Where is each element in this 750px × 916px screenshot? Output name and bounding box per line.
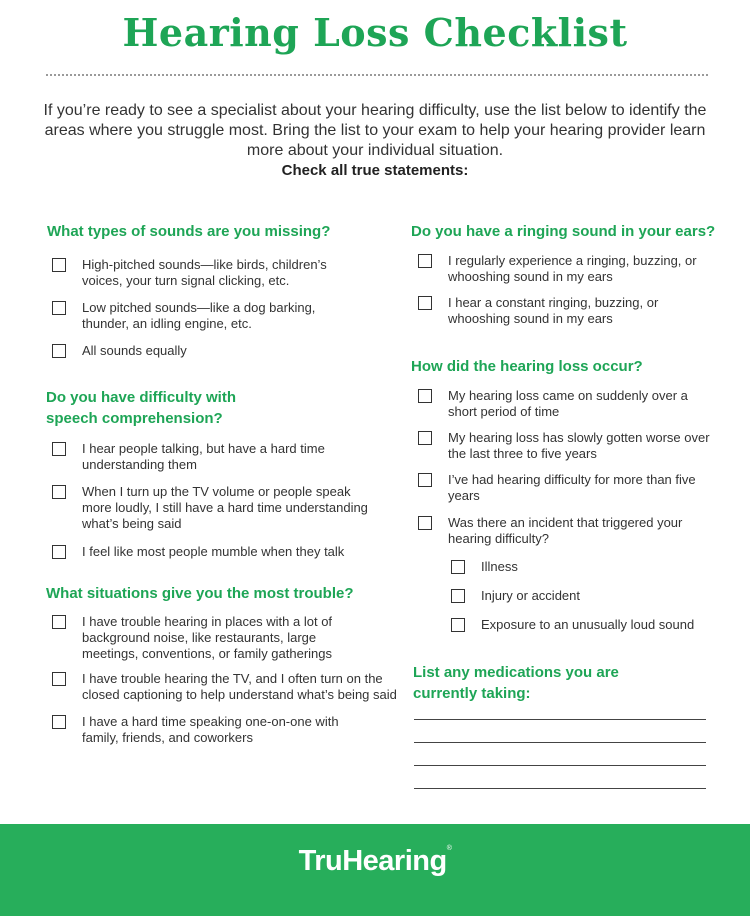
- checkbox[interactable]: [52, 258, 66, 272]
- checkbox[interactable]: [52, 442, 66, 456]
- checkbox[interactable]: [451, 618, 465, 632]
- checkbox[interactable]: [451, 560, 465, 574]
- brand-logo-text: TruHearing: [298, 845, 447, 877]
- checklist-item[interactable]: [52, 671, 397, 703]
- checkbox[interactable]: [52, 715, 66, 729]
- checklist-subitem-label: Exposure to an unusually loud sound: [481, 617, 695, 632]
- checklist-item-label: I have a hard time speaking one-on-one with family, friends, and coworkers: [82, 714, 339, 745]
- trademark-mark: ®: [446, 845, 452, 852]
- dotted-divider: [46, 74, 708, 76]
- checklist-item[interactable]: [418, 515, 713, 547]
- checklist-item-label: When I turn up the TV volume or people speak more loudly, I still have a hard time understanding what’s being said: [82, 484, 368, 531]
- heading-medications: List any medications you are currently taking:: [413, 664, 619, 702]
- checklist-item[interactable]: [418, 253, 708, 285]
- intro-text: If you’re ready to see a specialist about your hearing difficulty, use the list below to identify the areas where you struggle most. Bring the list to your exam to help your hearing provider learn more about your individual situation.: [43, 102, 707, 159]
- checklist-item[interactable]: [418, 388, 713, 420]
- heading-situations: What situations give you the most trouble?: [46, 585, 354, 602]
- checklist-subitem[interactable]: [451, 617, 711, 633]
- checklist-item-label: I hear people talking, but have a hard time understanding them: [82, 441, 325, 472]
- checklist-item[interactable]: [52, 300, 352, 332]
- checkbox[interactable]: [418, 296, 432, 310]
- checkbox[interactable]: [418, 516, 432, 530]
- checklist-item-label: I have trouble hearing in places with a lot of background noise, like restaurants, large meetings, conventions, or family gatherings: [82, 614, 333, 661]
- checklist-item[interactable]: [418, 295, 708, 327]
- checkbox[interactable]: [52, 485, 66, 499]
- checkbox[interactable]: [52, 545, 66, 559]
- checklist-item[interactable]: [418, 472, 713, 504]
- checklist-subitem-label: Injury or accident: [481, 588, 580, 603]
- checkbox[interactable]: [52, 615, 66, 629]
- checklist-item-label: I’ve had hearing difficulty for more than five years: [448, 472, 696, 503]
- checklist-subitem[interactable]: [451, 559, 711, 575]
- checklist-item-label: High-pitched sounds—like birds, children’s voices, your turn signal clicking, etc.: [82, 257, 327, 288]
- checklist-item-label: I hear a constant ringing, buzzing, or whooshing sound in my ears: [448, 295, 659, 326]
- checklist-item-label: I feel like most people mumble when they talk: [82, 544, 345, 559]
- checkbox[interactable]: [451, 589, 465, 603]
- instruction-text: Check all true statements:: [281, 162, 469, 179]
- checklist-subitem[interactable]: [451, 588, 711, 604]
- checkbox[interactable]: [418, 389, 432, 403]
- checklist-item-label: Was there an incident that triggered your hearing difficulty?: [448, 515, 683, 546]
- checklist-item[interactable]: [52, 714, 372, 746]
- heading-sounds-missing: What types of sounds are you missing?: [47, 223, 331, 240]
- checklist-item[interactable]: [418, 430, 713, 462]
- medication-line[interactable]: [414, 765, 706, 766]
- checklist-item-label: My hearing loss has slowly gotten worse over the last three to five years: [448, 430, 710, 461]
- checkbox[interactable]: [418, 431, 432, 445]
- checklist-item[interactable]: [52, 544, 368, 560]
- checkbox[interactable]: [52, 672, 66, 686]
- checklist-item[interactable]: [52, 343, 352, 359]
- checklist-item[interactable]: [52, 614, 362, 662]
- checklist-item-label: All sounds equally: [82, 343, 187, 358]
- medication-line[interactable]: [414, 742, 706, 743]
- checklist-item[interactable]: [52, 484, 368, 532]
- medication-line[interactable]: [414, 719, 706, 720]
- page-title: Hearing Loss Checklist: [122, 10, 628, 55]
- heading-occur: How did the hearing loss occur?: [411, 358, 643, 375]
- checklist-item-label: My hearing loss came on suddenly over a short period of time: [448, 388, 688, 419]
- checkbox[interactable]: [418, 473, 432, 487]
- checkbox[interactable]: [52, 344, 66, 358]
- checkbox[interactable]: [418, 254, 432, 268]
- checklist-item-label: Low pitched sounds—like a dog barking, thunder, an idling engine, etc.: [82, 300, 316, 331]
- checklist-item-label: I regularly experience a ringing, buzzing, or whooshing sound in my ears: [448, 253, 697, 284]
- heading-speech-comprehension: Do you have difficulty with speech comprehension?: [46, 389, 237, 427]
- checklist-item[interactable]: [52, 441, 352, 473]
- medication-line[interactable]: [414, 788, 706, 789]
- heading-ringing: Do you have a ringing sound in your ears?: [411, 223, 716, 240]
- checkbox[interactable]: [52, 301, 66, 315]
- checklist-item[interactable]: [52, 257, 352, 289]
- checklist-subitem-label: Illness: [481, 559, 518, 574]
- brand-logo: [0, 845, 750, 878]
- checklist-item-label: I have trouble hearing the TV, and I often turn on the closed captioning to help understand what’s being said: [82, 671, 397, 702]
